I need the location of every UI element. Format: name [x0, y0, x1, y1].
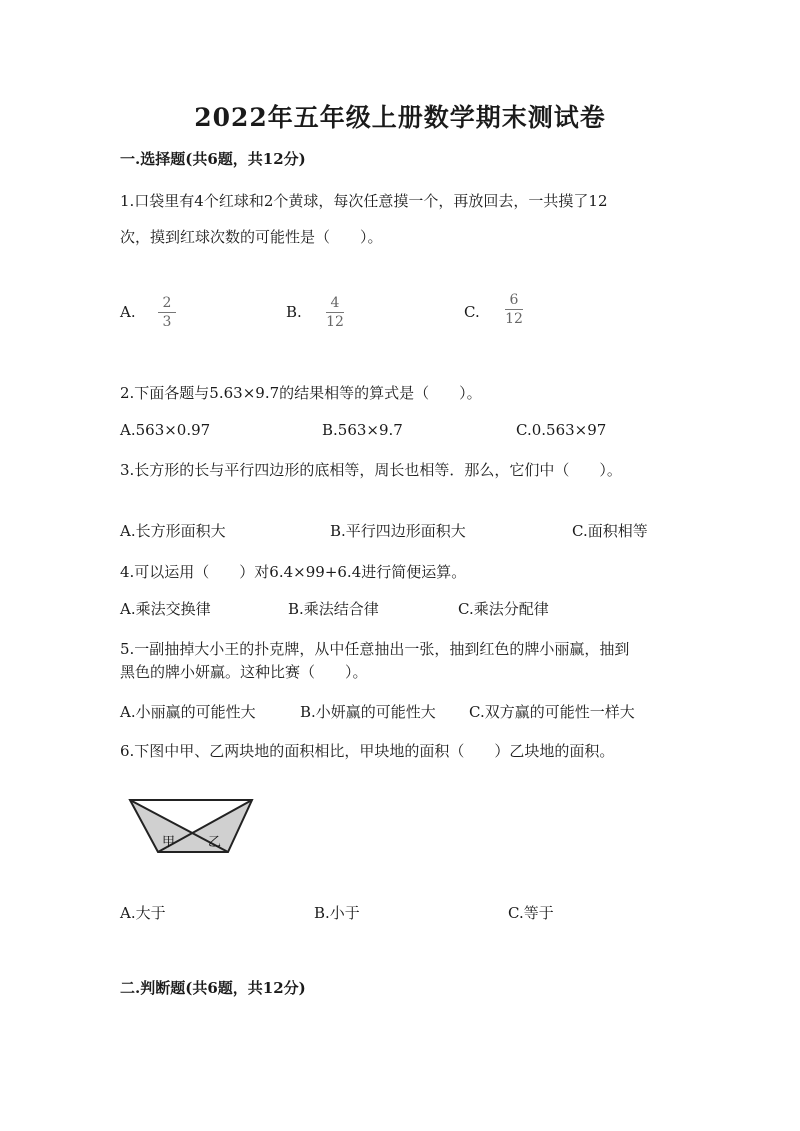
fraction-bar: [158, 312, 176, 313]
question-2: 2.下面各题与5.63×9.7的结果相等的算式是（ ）。: [120, 384, 482, 402]
question-1-line-2: 次，摸到红球次数的可能性是（ ）。: [120, 228, 383, 246]
q4-option-a: A.乘法交换律: [120, 600, 211, 618]
q3-option-b: B.平行四边形面积大: [330, 522, 466, 540]
q5-option-b: B.小妍赢的可能性大: [300, 703, 436, 721]
question-6: 6.下图中甲、乙两块地的面积相比，甲块地的面积（ ）乙块地的面积。: [120, 742, 615, 760]
q2-option-b: B.563×9.7: [322, 421, 403, 439]
q3-option-c: C.面积相等: [572, 522, 648, 540]
q1-option-b-label: B.: [286, 303, 302, 321]
q3-option-a: A.长方形面积大: [120, 522, 226, 540]
q6-option-b: B.小于: [314, 904, 360, 922]
q1-b-denominator: 12: [326, 314, 344, 330]
q1-option-a-label: A.: [120, 303, 136, 321]
question-3: 3.长方形的长与平行四边形的底相等，周长也相等．那么，它们中（ ）。: [120, 461, 622, 479]
trapezoid-figure: [126, 794, 258, 864]
section-heading-choice: 一.选择题(共6题，共12分): [120, 150, 306, 168]
q1-option-a-fraction: [158, 295, 176, 330]
q2-option-c: C.0.563×97: [516, 421, 607, 439]
q1-option-c-fraction: [505, 292, 523, 327]
question-5-line-1: 5.一副抽掉大小王的扑克牌，从中任意抽出一张，抽到红色的牌小丽赢，抽到: [120, 640, 630, 658]
q4-option-c: C.乘法分配律: [458, 600, 549, 618]
section-heading-judgment: 二.判断题(共6题，共12分): [120, 979, 306, 997]
q1-option-b-fraction: [326, 295, 344, 330]
q1-b-numerator: 4: [330, 295, 340, 311]
q4-option-b: B.乘法结合律: [288, 600, 379, 618]
q5-option-c: C.双方赢的可能性一样大: [469, 703, 635, 721]
label-jia: 甲: [162, 835, 176, 850]
question-1-line-1: 1.口袋里有4个红球和2个黄球，每次任意摸一个，再放回去，一共摸了12: [120, 192, 608, 210]
q1-option-c-label: C.: [464, 303, 480, 321]
q1-c-numerator: 6: [509, 292, 519, 308]
q1-c-denominator: 12: [505, 311, 523, 327]
page-title: 2022年五年级上册数学期末测试卷: [194, 103, 606, 132]
q6-option-c: C.等于: [508, 904, 554, 922]
trapezoid-diagram: [126, 794, 258, 860]
q2-option-a: A.563×0.97: [120, 421, 211, 439]
label-yi: 乙: [208, 835, 222, 850]
fraction-bar: [326, 312, 344, 313]
q5-option-a: A.小丽赢的可能性大: [120, 703, 256, 721]
question-4: 4.可以运用（ ）对6.4×99+6.4进行简便运算。: [120, 563, 467, 581]
q6-option-a: A.大于: [120, 904, 166, 922]
fraction-bar: [505, 309, 523, 310]
question-5-line-2: 黑色的牌小妍赢。这种比赛（ ）。: [120, 663, 368, 681]
q1-a-denominator: 3: [162, 314, 172, 330]
q1-a-numerator: 2: [162, 295, 172, 311]
